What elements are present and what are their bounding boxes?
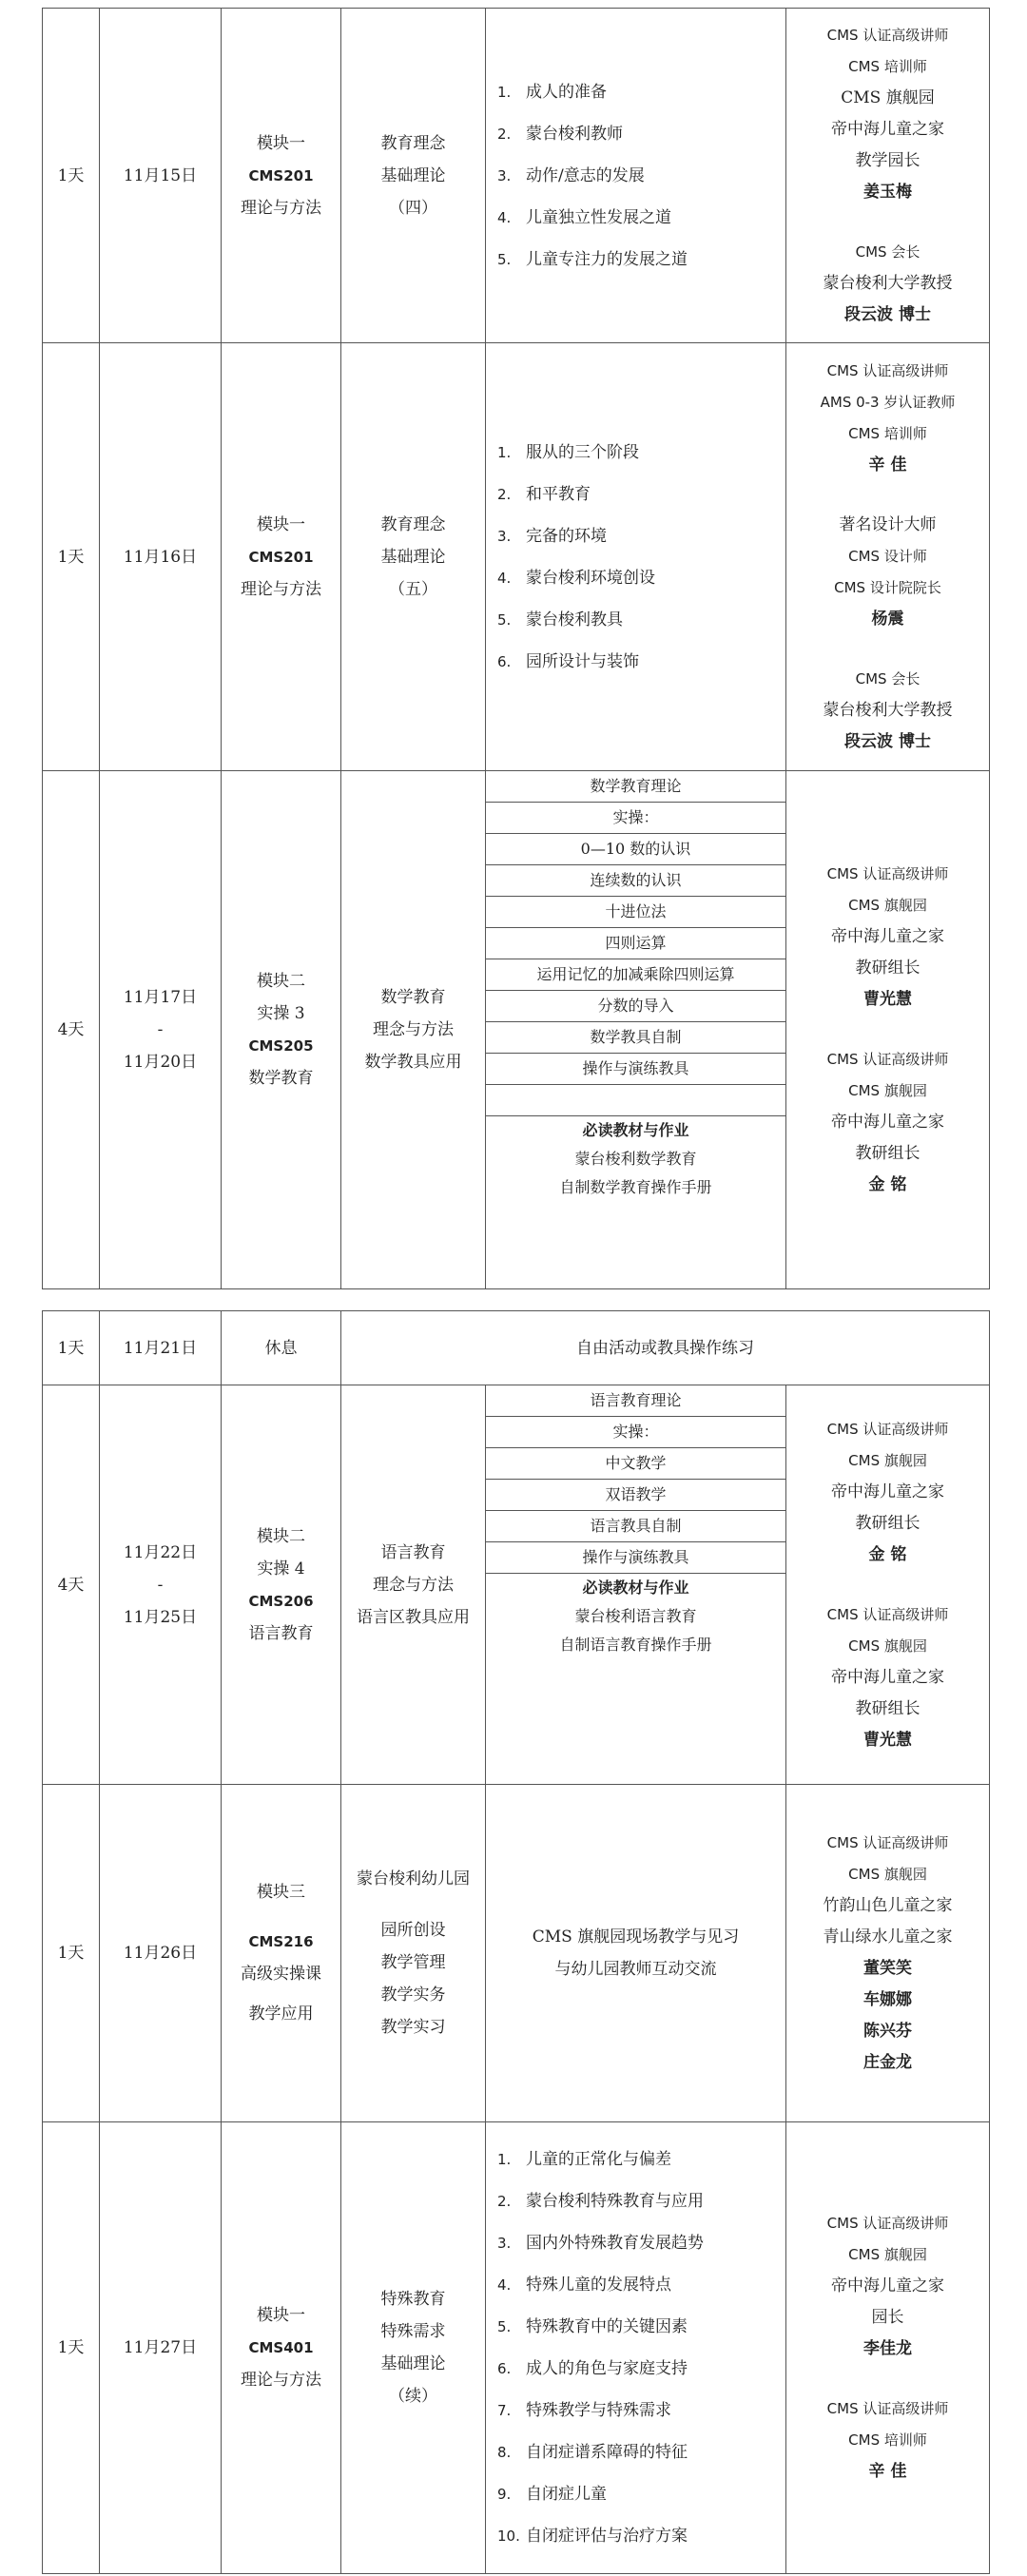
teacher-title: CMS 认证高级讲师 bbox=[826, 2215, 949, 2232]
required-reading bbox=[486, 1116, 785, 1203]
teacher-title: 园长 bbox=[871, 2308, 904, 2327]
teacher-title: CMS 旗舰园 bbox=[848, 1082, 927, 1099]
topic-line: 语言教育 bbox=[380, 1542, 446, 1562]
days-cell: 1天 bbox=[43, 1311, 100, 1385]
teacher-title: CMS 认证高级讲师 bbox=[826, 1051, 949, 1068]
rest-content: 自由活动或教具操作练习 bbox=[341, 1311, 990, 1385]
module-label: 模块一 bbox=[257, 133, 305, 153]
teacher-title: CMS 旗舰园 bbox=[848, 1866, 927, 1883]
content-subtable-cell bbox=[486, 771, 786, 1289]
module-subject: 高级实操课 bbox=[241, 1965, 321, 1984]
module-subject: 教学应用 bbox=[248, 2005, 314, 2024]
sub-row: 操作与演练教具 bbox=[486, 1054, 785, 1085]
teacher-title: AMS 0-3 岁认证教师 bbox=[820, 394, 956, 411]
teacher-name: 曹光慧 bbox=[863, 990, 912, 1009]
date-cell bbox=[100, 771, 222, 1289]
topic-line: 语言区教具应用 bbox=[357, 1607, 470, 1627]
date-start: 11月17日 bbox=[123, 988, 198, 1007]
module-subject: 数学教育 bbox=[248, 1069, 314, 1088]
required-title: 必读教材与作业 bbox=[582, 1121, 689, 1139]
schedule-row bbox=[43, 1385, 990, 1785]
list-item: 4. 蒙台梭利环境创设 bbox=[497, 568, 655, 588]
date-cell bbox=[100, 1385, 222, 1785]
topic-line: （四） bbox=[389, 198, 437, 218]
topic-line: 特殊需求 bbox=[380, 2322, 446, 2341]
sub-row: 四则运算 bbox=[486, 928, 785, 959]
content-subtable bbox=[486, 771, 785, 1202]
topic-line: 教育理念 bbox=[380, 514, 446, 534]
topic-cell bbox=[341, 2122, 486, 2574]
teacher-title: CMS 认证高级讲师 bbox=[826, 2400, 949, 2417]
schedule-table-1 bbox=[42, 8, 990, 1289]
list-item: 5. 儿童专注力的发展之道 bbox=[497, 249, 688, 269]
teacher-title: 教研组长 bbox=[855, 959, 920, 978]
teacher-title: 帝中海儿童之家 bbox=[831, 1482, 945, 1501]
list-item: 5. 特殊教育中的关键因素 bbox=[497, 2317, 688, 2336]
sub-row: 0—10 数的认识 bbox=[486, 834, 785, 865]
date-end: 11月20日 bbox=[123, 1053, 198, 1072]
sub-row: 中文教学 bbox=[486, 1448, 785, 1480]
teacher-title: CMS 会长 bbox=[855, 243, 920, 261]
teacher-title: 教学园长 bbox=[855, 151, 920, 170]
list-item: 3. 国内外特殊教育发展趋势 bbox=[497, 2234, 704, 2253]
days-cell: 4天 bbox=[43, 771, 100, 1289]
content-line: CMS 旗舰园现场教学与见习 bbox=[532, 1927, 740, 1947]
sub-row: 运用记忆的加减乘除四则运算 bbox=[486, 959, 785, 991]
list-item: 2. 和平教育 bbox=[497, 484, 591, 504]
module-label: 模块三 bbox=[257, 1883, 305, 1902]
teacher-name: 曹光慧 bbox=[863, 1730, 913, 1750]
days-cell: 4天 bbox=[43, 1385, 100, 1785]
list-item: 2. 蒙台梭利特殊教育与应用 bbox=[497, 2192, 704, 2211]
list-item: 3. 动作/意志的发展 bbox=[497, 165, 645, 185]
teacher-cell bbox=[786, 2122, 990, 2574]
list-item: 10. 自闭症评估与治疗方案 bbox=[497, 2527, 688, 2546]
course-code: CMS201 bbox=[248, 166, 314, 184]
days-cell: 1天 bbox=[43, 343, 100, 771]
content-list bbox=[486, 2122, 786, 2574]
topic-line: （五） bbox=[389, 579, 437, 599]
schedule-table-2 bbox=[42, 1310, 990, 2574]
module-subject: 理论与方法 bbox=[241, 579, 321, 599]
topic-line: 教学管理 bbox=[380, 1953, 446, 1972]
teacher-title: 帝中海儿童之家 bbox=[831, 120, 944, 139]
topic-line: 特殊教育 bbox=[380, 2290, 446, 2309]
teacher-name: 金 铭 bbox=[868, 1175, 907, 1194]
schedule-row bbox=[43, 1311, 990, 1385]
teacher-name: 李佳龙 bbox=[863, 2339, 913, 2358]
module-subject: 理论与方法 bbox=[241, 2371, 321, 2390]
teacher-name: 姜玉梅 bbox=[863, 183, 912, 202]
topic-line: 教育理念 bbox=[380, 133, 446, 153]
list-item: 4. 儿童独立性发展之道 bbox=[497, 207, 671, 227]
sub-row bbox=[486, 1085, 785, 1116]
content-list bbox=[486, 343, 786, 771]
teacher-name: 辛 佳 bbox=[868, 455, 907, 475]
course-code: CMS401 bbox=[248, 2339, 314, 2356]
teacher-title: CMS 认证高级讲师 bbox=[826, 865, 949, 882]
topic-line: 蒙台梭利幼儿园 bbox=[357, 1869, 470, 1888]
date-separator: - bbox=[157, 1575, 164, 1595]
sub-row: 数学教具自制 bbox=[486, 1022, 785, 1054]
date-start: 11月22日 bbox=[123, 1542, 198, 1562]
teacher-name: 陈兴芬 bbox=[863, 2022, 913, 2041]
teacher-title: CMS 认证高级讲师 bbox=[826, 27, 949, 44]
course-code: CMS216 bbox=[248, 1933, 314, 1950]
sub-row: 双语教学 bbox=[486, 1480, 785, 1511]
schedule-row bbox=[43, 343, 990, 771]
content-line: 与幼儿园教师互动交流 bbox=[554, 1960, 717, 1979]
topic-cell bbox=[341, 1785, 486, 2122]
schedule-row bbox=[43, 1785, 990, 2122]
date-end: 11月25日 bbox=[123, 1607, 198, 1627]
topic-line: 教学实务 bbox=[380, 1985, 446, 2005]
teacher-title: 教研组长 bbox=[855, 1513, 920, 1533]
list-item: 1. 服从的三个阶段 bbox=[497, 442, 639, 462]
topic-line: 理念与方法 bbox=[373, 1575, 454, 1595]
teacher-title: 蒙台梭利大学教授 bbox=[823, 274, 953, 293]
required-reading bbox=[486, 1574, 785, 1660]
teacher-title: 蒙台梭利大学教授 bbox=[823, 701, 953, 720]
topic-line: 理念与方法 bbox=[373, 1020, 454, 1039]
teacher-title: CMS 认证高级讲师 bbox=[826, 362, 949, 379]
teacher-name: 车娜娜 bbox=[863, 1990, 913, 2009]
schedule-row bbox=[43, 771, 990, 1289]
teacher-title: CMS 培训师 bbox=[848, 2431, 927, 2449]
course-code: CMS201 bbox=[248, 548, 314, 566]
teacher-title: 帝中海儿童之家 bbox=[831, 1113, 944, 1132]
teacher-cell bbox=[786, 1785, 990, 2122]
module-cell bbox=[222, 1785, 341, 2122]
required-title: 必读教材与作业 bbox=[582, 1579, 689, 1597]
topic-cell bbox=[341, 9, 486, 343]
course-code: CMS206 bbox=[248, 1592, 314, 1610]
days-cell: 1天 bbox=[43, 9, 100, 343]
teacher-title: 竹韵山色儿童之家 bbox=[823, 1896, 953, 1915]
module-cell bbox=[222, 771, 341, 1289]
days-cell: 1天 bbox=[43, 1785, 100, 2122]
list-item: 1. 儿童的正常化与偏差 bbox=[497, 2150, 671, 2169]
date-separator: - bbox=[157, 1020, 164, 1039]
sub-row: 实操： bbox=[486, 1417, 785, 1448]
module-cell bbox=[222, 1385, 341, 1785]
teacher-cell bbox=[786, 771, 990, 1289]
teacher-title: 著名设计大师 bbox=[839, 515, 937, 534]
topic-line: 数学教具应用 bbox=[364, 1053, 462, 1072]
teacher-name: 段云波 博士 bbox=[844, 305, 931, 324]
list-item: 6. 成人的角色与家庭支持 bbox=[497, 2359, 688, 2378]
module-cell bbox=[222, 343, 341, 771]
teacher-name: 辛 佳 bbox=[868, 2462, 907, 2481]
topic-cell bbox=[341, 1385, 486, 1785]
module-subject: 理论与方法 bbox=[241, 198, 321, 218]
list-item: 1. 成人的准备 bbox=[497, 82, 607, 102]
teacher-name: 杨震 bbox=[871, 610, 904, 629]
date-cell: 11月26日 bbox=[100, 1785, 222, 2122]
list-item: 4. 特殊儿童的发展特点 bbox=[497, 2276, 671, 2295]
teacher-title: CMS 认证高级讲师 bbox=[826, 1834, 949, 1851]
teacher-title: 帝中海儿童之家 bbox=[831, 927, 944, 946]
required-item: 蒙台梭利语言教育 bbox=[574, 1607, 697, 1625]
topic-line: （续） bbox=[389, 2387, 437, 2406]
teacher-title: 教研组长 bbox=[855, 1144, 920, 1163]
content-list bbox=[486, 9, 786, 343]
teacher-title: 帝中海儿童之家 bbox=[831, 2276, 945, 2295]
module-label: 模块二 bbox=[257, 972, 305, 991]
module-cell bbox=[222, 9, 341, 343]
sub-row: 语言教育理论 bbox=[486, 1385, 785, 1417]
teacher-name: 董笑笑 bbox=[863, 1959, 913, 1978]
sub-row: 十进位法 bbox=[486, 897, 785, 928]
sub-row: 连续数的认识 bbox=[486, 865, 785, 897]
teacher-title: CMS 培训师 bbox=[848, 58, 927, 75]
content-subtable-cell bbox=[486, 1385, 786, 1785]
teacher-title: CMS 旗舰园 bbox=[848, 1637, 927, 1655]
date-cell: 11月27日 bbox=[100, 2122, 222, 2574]
module-practice: 实操 4 bbox=[257, 1559, 305, 1579]
module-label: 模块一 bbox=[257, 514, 305, 534]
topic-cell bbox=[341, 343, 486, 771]
teacher-title: CMS 培训师 bbox=[848, 425, 927, 442]
topic-line: 基础理论 bbox=[380, 2354, 446, 2373]
content-cell bbox=[486, 1785, 786, 2122]
module-cell bbox=[222, 2122, 341, 2574]
topic-line: 教学实习 bbox=[380, 2018, 446, 2037]
module-label: 模块二 bbox=[257, 1526, 305, 1546]
teacher-title: CMS 旗舰园 bbox=[848, 1451, 927, 1469]
list-item: 8. 自闭症谱系障碍的特征 bbox=[497, 2443, 688, 2462]
required-item: 自制数学教育操作手册 bbox=[559, 1178, 712, 1196]
topic-line: 数学教育 bbox=[380, 988, 446, 1007]
module-label: 模块一 bbox=[257, 2306, 305, 2325]
module-subject: 语言教育 bbox=[248, 1623, 314, 1643]
module-cell: 休息 bbox=[222, 1311, 341, 1385]
teacher-cell bbox=[786, 343, 990, 771]
teacher-name: 金 铭 bbox=[868, 1544, 907, 1564]
teacher-cell bbox=[786, 1385, 990, 1785]
sub-row: 操作与演练教具 bbox=[486, 1542, 785, 1574]
list-item: 9. 自闭症儿童 bbox=[497, 2485, 607, 2504]
teacher-title: CMS 旗舰园 bbox=[841, 88, 935, 107]
teacher-title: CMS 设计师 bbox=[848, 548, 927, 565]
content-subtable bbox=[486, 1385, 785, 1659]
topic-line: 基础理论 bbox=[380, 547, 446, 567]
schedule-row bbox=[43, 2122, 990, 2574]
teacher-title: 帝中海儿童之家 bbox=[831, 1667, 945, 1687]
teacher-title: CMS 旗舰园 bbox=[848, 897, 927, 914]
teacher-name: 段云波 博士 bbox=[844, 732, 931, 751]
sub-row: 实操： bbox=[486, 803, 785, 834]
list-item: 3. 完备的环境 bbox=[497, 526, 607, 546]
topic-line: 园所创设 bbox=[380, 1921, 446, 1940]
sub-row: 语言教具自制 bbox=[486, 1511, 785, 1542]
teacher-name: 庄金龙 bbox=[863, 2053, 913, 2072]
required-item: 自制语言教育操作手册 bbox=[559, 1636, 712, 1654]
course-code: CMS205 bbox=[248, 1037, 314, 1055]
required-item: 蒙台梭利数学教育 bbox=[574, 1150, 697, 1168]
list-item: 5. 蒙台梭利教具 bbox=[497, 610, 623, 629]
sub-row: 分数的导入 bbox=[486, 991, 785, 1022]
topic-line: 基础理论 bbox=[380, 165, 446, 185]
topic-cell bbox=[341, 771, 486, 1289]
teacher-title: 青山绿水儿童之家 bbox=[823, 1927, 953, 1947]
teacher-title: CMS 旗舰园 bbox=[848, 2246, 927, 2263]
list-item: 6. 园所设计与装饰 bbox=[497, 651, 639, 671]
schedule-row bbox=[43, 9, 990, 343]
days-cell: 1天 bbox=[43, 2122, 100, 2574]
module-practice: 实操 3 bbox=[257, 1004, 305, 1023]
teacher-title: CMS 认证高级讲师 bbox=[826, 1420, 949, 1438]
date-cell: 11月21日 bbox=[100, 1311, 222, 1385]
teacher-title: 教研组长 bbox=[855, 1698, 920, 1718]
teacher-title: CMS 会长 bbox=[855, 670, 920, 688]
teacher-title: CMS 设计院院长 bbox=[834, 579, 941, 596]
date-cell: 11月15日 bbox=[100, 9, 222, 343]
list-item: 2. 蒙台梭利教师 bbox=[497, 124, 623, 144]
sub-row: 数学教育理论 bbox=[486, 771, 785, 803]
teacher-cell bbox=[786, 9, 990, 343]
teacher-title: CMS 认证高级讲师 bbox=[826, 1605, 949, 1623]
list-item: 7. 特殊教学与特殊需求 bbox=[497, 2401, 671, 2420]
date-cell: 11月16日 bbox=[100, 343, 222, 771]
